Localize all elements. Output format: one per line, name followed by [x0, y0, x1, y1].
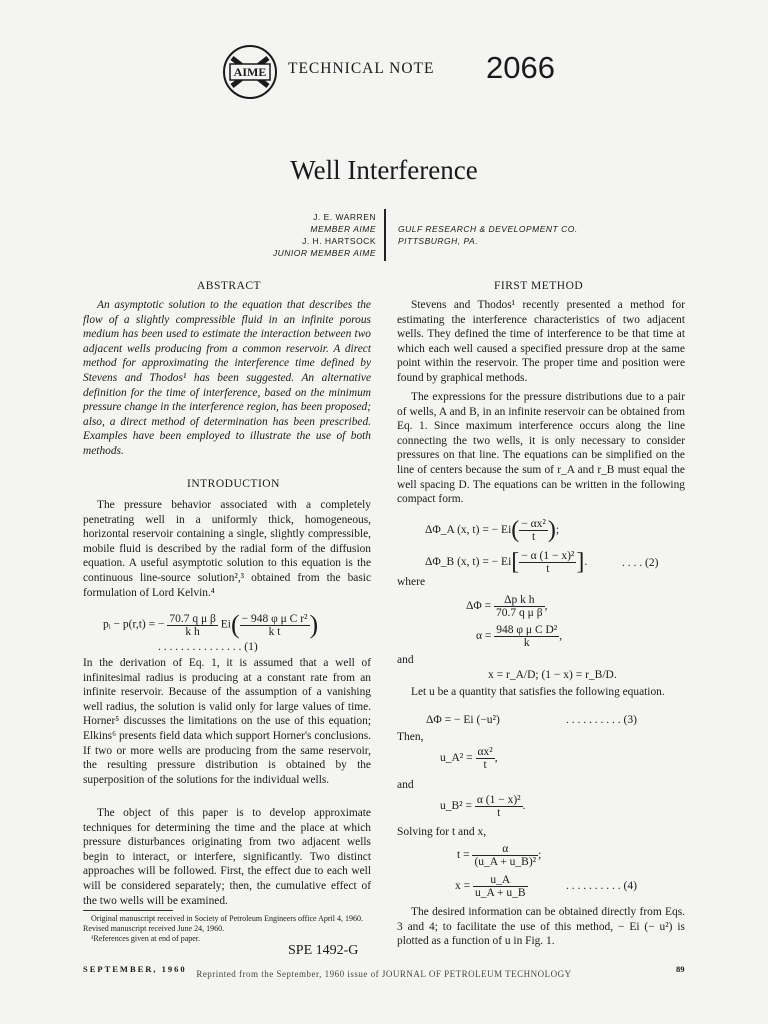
t-equation: t = $\frac{\alpha}{\text{(u\_A + u\_B)²}}$ ; [457, 843, 542, 868]
equation-2a: ΔΦ_A (x, t) = − Ei( $\frac{\text{− αx²}}{t}$ ); [425, 517, 560, 543]
ua-fraction [476, 746, 495, 771]
fm-paragraph: The expressions for the pressure distributions due to a pair of wells, A and B, in an infinite reservoir can be obtained from Eq. 1. Since maximum interference occurs along the line connecting the two wells, it is only necessary to consider pressures on that line. The equations can be simplified on the line of centers because the sum of r_A and r_B must equal the well spacing D. The equations can be written in the following compact form. [397, 391, 685, 506]
author-line: MEMBER AIME [310, 224, 376, 234]
and-label-2: and [397, 779, 414, 791]
intro-p3 [83, 806, 371, 908]
eq2b-num: − α (1 − x)² [521, 550, 575, 562]
eq2a-den: t [519, 530, 548, 543]
eq1-ei: Ei [220, 618, 231, 631]
x-definition: x = r_A/D; (1 − x) = r_B/D. [488, 669, 617, 681]
def2-den: k [494, 636, 559, 649]
footnote [83, 914, 383, 944]
x-den: u_A + u_B [475, 887, 526, 899]
x-equation [455, 874, 528, 899]
abstract-text [83, 298, 371, 459]
def1-num: Δp k h [504, 594, 535, 606]
eq1-lhs: pᵢ − p(r,t) = − [103, 618, 165, 631]
ub-num: α (1 − x)² [476, 794, 521, 806]
ua-num: αx² [477, 746, 493, 758]
affiliation-block [398, 223, 578, 247]
ub-lhs: u_B² = [440, 800, 472, 813]
affiliation-line: PITTSBURGH, PA. [398, 236, 479, 246]
eq1-den: k h [167, 625, 218, 638]
ub-den: t [475, 806, 523, 819]
eq2b-lhs: ΔΦ_B (x, t) = − Ei [425, 556, 512, 569]
footnote-rule [83, 910, 173, 911]
fm-p4 [397, 905, 685, 949]
x-fraction [473, 874, 528, 899]
eq1-inner-den: k t [240, 625, 310, 638]
eq1-fraction [167, 613, 218, 638]
intro-paragraph: In the derivation of Eq. 1, it is assumed that a well of infinitesimal radius is producing at a constant rate from an infinite reservoir. Because of the assumption of a vanishing well radius, the solution is valid only for large values of time. Horner⁵ discusses the limitations on the use of this equation; Elkins⁶ presents field data which support Horner's conclusions. If two or more wells are producing from the same reservoir, the resulting pressure distribution is obtained by the superposition of the solutions for the individual wells. [83, 657, 371, 786]
where-label: where [397, 576, 426, 588]
def1-lhs: ΔΦ = [466, 600, 492, 613]
page-number: 89 [676, 964, 685, 974]
eq2a-fraction [519, 518, 548, 543]
eq2b-fraction [519, 550, 576, 575]
author-divider [384, 209, 386, 261]
first-method-heading: FIRST METHOD [494, 280, 584, 292]
eq4-label: . . . . . . . . . . (4) [566, 880, 637, 892]
affiliation-line: GULF RESEARCH & DEVELOPMENT CO. [398, 224, 578, 234]
def2-fraction [494, 624, 559, 649]
fm-p2 [397, 390, 685, 507]
eq2b-den: t [519, 562, 576, 575]
eq3-label: . . . . . . . . . . (3) [566, 714, 637, 726]
t-den: (u_A + u_B)² [474, 856, 537, 868]
reprint-note: Reprinted from the September, 1960 issue of JOURNAL OF PETROLEUM TECHNOLOGY [196, 969, 572, 979]
ua-den: t [476, 758, 495, 771]
fm-paragraph: Stevens and Thodos¹ recently presented a method for estimating the interference characteristics of two adjacent wells. They defined the time of interference to be that time at which each well caused a specified pressure drop at the same point within the reservoir. The proper time and position were found by graphical methods. [397, 299, 685, 384]
t-lhs: t = [457, 849, 470, 862]
ub-equation: u_B² = $\frac{\text{α (1 − x)²}}{t}$ . [440, 794, 526, 819]
then-label: Then, [397, 731, 424, 743]
eq2a-lhs: ΔΦ_A (x, t) = − Ei [425, 524, 512, 537]
fm-p3 [397, 685, 685, 700]
fm-paragraph: The desired information can be obtained directly from Eqs. 3 and 4; to facilitate the use of this method, − Ei (− u²) is plotted as a function of u in Fig. 1. [397, 906, 685, 948]
logo-text: AIME [233, 65, 267, 79]
intro-paragraph: The pressure behavior associated with a completely penetrating well in a uniformly thick, homogeneous, horizontal reservoir containing a single, slightly compressible, mobile fluid is described by the radial form of the diffusion equation. A useful asymptotic solution to this equation is the continuous line-source solution²,³ obtained from the basic formulation of Lord Kelvin.⁴ [83, 499, 371, 599]
ub-fraction [475, 794, 523, 819]
equation-3: ΔΦ = − Ei (−u²) [426, 714, 500, 726]
author-line: JUNIOR MEMBER AIME [272, 248, 376, 258]
t-fraction [472, 843, 538, 868]
author-line: J. E. WARREN [313, 212, 376, 222]
equation-2b: ΔΦ_B (x, t) = − Ei[ $\frac{\text{− α (1 − x)²}}{t}$ ]. [425, 549, 588, 575]
ua-equation: u_A² = $\frac{\text{αx²}}{t}$ , [440, 746, 498, 771]
footnote-line: Original manuscript received in Society of Petroleum Engineers office April 4, 1960. Revised manuscript received June 24, 1960. [83, 914, 364, 933]
definition-delta-phi: ΔΦ = $\frac{\text{Δp k h}}{\text{70.7 q μ β}}$ , [466, 594, 548, 619]
eq1-inner-fraction [240, 613, 310, 638]
solving-label: Solving for t and x, [397, 826, 487, 838]
paper-title: Well Interference [290, 155, 478, 185]
def2-num: 948 φ μ C D² [496, 624, 558, 636]
intro-p1 [83, 498, 371, 600]
issue-date: SEPTEMBER, 1960 [83, 964, 187, 974]
spe-number: SPE 1492-G [288, 943, 359, 958]
aime-logo [222, 44, 278, 100]
eq1-label: . . . . . . . . . . . . . . . (1) [158, 641, 258, 653]
def2-lhs: α = [476, 630, 492, 643]
eq2-label: . . . . (2) [622, 557, 659, 569]
abstract-paragraph: An asymptotic solution to the equation that describes the flow of a slightly compressible fluid in an infinite porous medium has been used to estimate the interaction between two adjacent wells producing from a common reservoir. A direct method for approximating the interference time defined by Stevens and Thodos¹ has been suggested. An alternative definition for the time of interference, based on the minimum pressure change in the interference region, has been proposed; also, a direct method of determination has been prescribed. Examples have been employed to illustrate the use of both methods. [83, 299, 371, 457]
footnote-line: ¹References given at end of paper. [91, 934, 201, 943]
eq2a-num: − αx² [521, 518, 546, 530]
technical-note-label: TECHNICAL NOTE [288, 60, 435, 77]
x-lhs: x = [455, 880, 471, 893]
fm-paragraph: Let u be a quantity that satisfies the following equation. [411, 686, 665, 698]
equation-1: pᵢ − p(r,t) = − $\frac{\text{70.7 q μ β}}{\text{k h}}$ Ei( $\frac{\text{− 948 φ μ C r²}}{\text{k t}}$ ) [103, 610, 319, 639]
introduction-heading: INTRODUCTION [187, 478, 280, 490]
eq1-num: 70.7 q μ β [169, 612, 216, 625]
author-block [273, 211, 376, 259]
ua-lhs: u_A² = [440, 752, 473, 765]
technical-note-number: 2066 [486, 50, 555, 85]
def1-den: 70.7 q μ β [496, 607, 543, 619]
x-num: u_A [490, 874, 511, 886]
and-label: and [397, 654, 414, 666]
intro-p2 [83, 656, 371, 787]
definition-alpha: α = $\frac{\text{948 φ μ C D²}}{k}$ , [476, 624, 563, 649]
intro-paragraph: The object of this paper is to develop approximate techniques for determining the time and the place at which pressure disturbances originating from two adjacent wells begin to interact, or interfere, significantly. Two distinct approaches will be followed. First, the effect due to each well will be considered separately; then, the cumulative effect of the two wells will be examined. [83, 807, 371, 907]
fm-p1 [397, 298, 685, 386]
author-line: J. H. HARTSOCK [302, 236, 376, 246]
eq1-inner-num: − 948 φ μ C r² [241, 612, 308, 625]
abstract-heading: ABSTRACT [197, 280, 262, 292]
t-num: α [502, 843, 509, 855]
def1-fraction [494, 594, 545, 619]
